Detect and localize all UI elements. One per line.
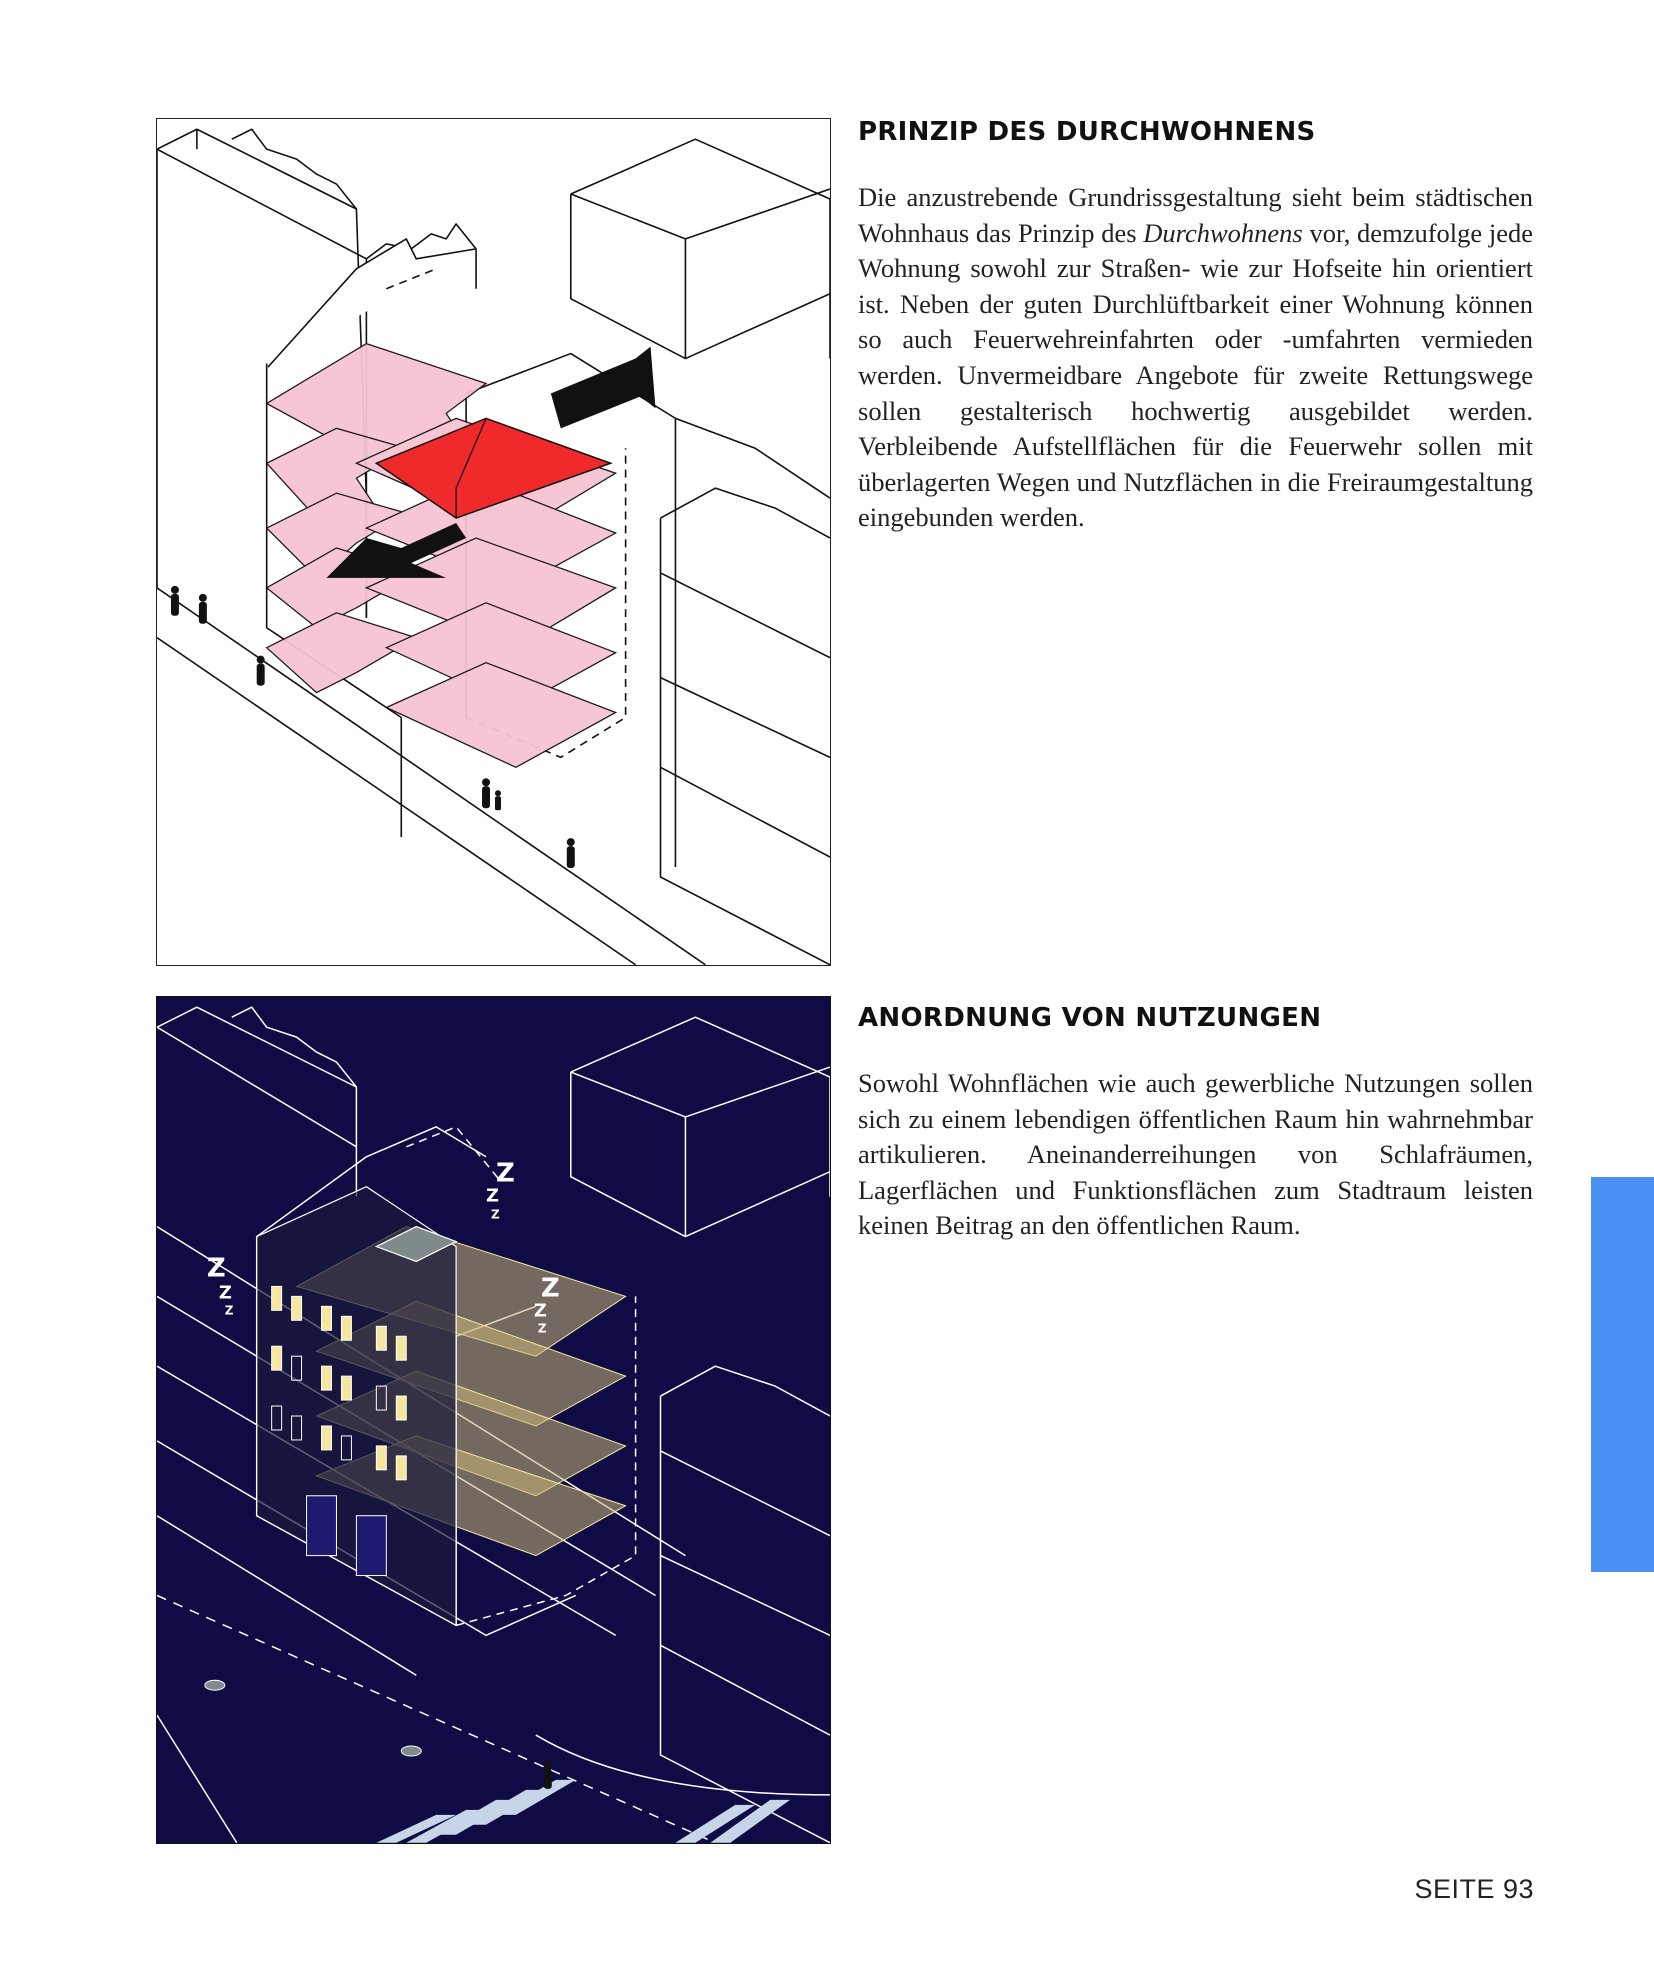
page-number: SEITE 93 [1414,1874,1534,1904]
section-heading: PRINZIP DES DURCHWOHNENS [858,117,1316,147]
svg-text:Z: Z [537,1321,547,1336]
section-durchwohnen [858,112,1533,536]
svg-text:Z: Z [540,1273,560,1304]
body-text-part: vor, demzufolge jede Wohnung sowohl zur Straßen- wie zur Hofseite hin orientiert ist. Neben der guten Durchlüftbarkeit einer Wohnung können so auch Feuerwehreinfahrten oder -umfahrten vermieden werden. Unvermeidbare Angebote für zweite Rettungswege sollen gestalterisch hochwertig ausgebildet werden. Verbleibende Aufstellflächen für die Feuerwehr sollen mit überlagerten Wegen und Nutzflächen in die Freiraumgestaltung eingebunden werden. [858,217,1533,533]
svg-text:Z: Z [486,1185,500,1207]
manhole-covers [205,1680,421,1756]
section-body: Sowohl Wohnflächen wie auch gewerbliche Nutzungen sollen sich zu einem lebendigen öffentlichen Raum hin wahrnehmbar artikulieren. Aneinanderreihungen von Schlafräumen, Lagerflächen und Funktionsflächen zum Stadtraum leisten keinen Beitrag an den öffentlichen Raum. [858,1068,1533,1241]
svg-text:Z: Z [206,1253,226,1284]
section-heading: ANORDNUNG VON NUTZUNGEN [858,1003,1322,1033]
nutzungen-night-illustration [157,997,830,1843]
section-body [858,180,1533,536]
figure-durchwohnen [156,118,831,966]
figure-nutzungen [156,996,831,1844]
pedestrian-silhouette [544,1761,552,1789]
body-text-part: Die anzustrebende Grundrissgestaltung sieht beim städtischen Wohnhaus das Prinzip des [858,182,1533,248]
chapter-side-tab [1591,1177,1654,1572]
svg-text:Z: Z [495,1158,515,1189]
section-nutzungen [858,998,1533,1244]
svg-text:Z: Z [224,1303,234,1318]
body-text-emphasis: Durchwohnens [1143,217,1303,248]
svg-text:Z: Z [491,1207,500,1222]
svg-text:Z: Z [218,1282,232,1304]
svg-text:Z: Z [533,1300,547,1322]
durchwohnen-axonometric-illustration [157,119,830,965]
